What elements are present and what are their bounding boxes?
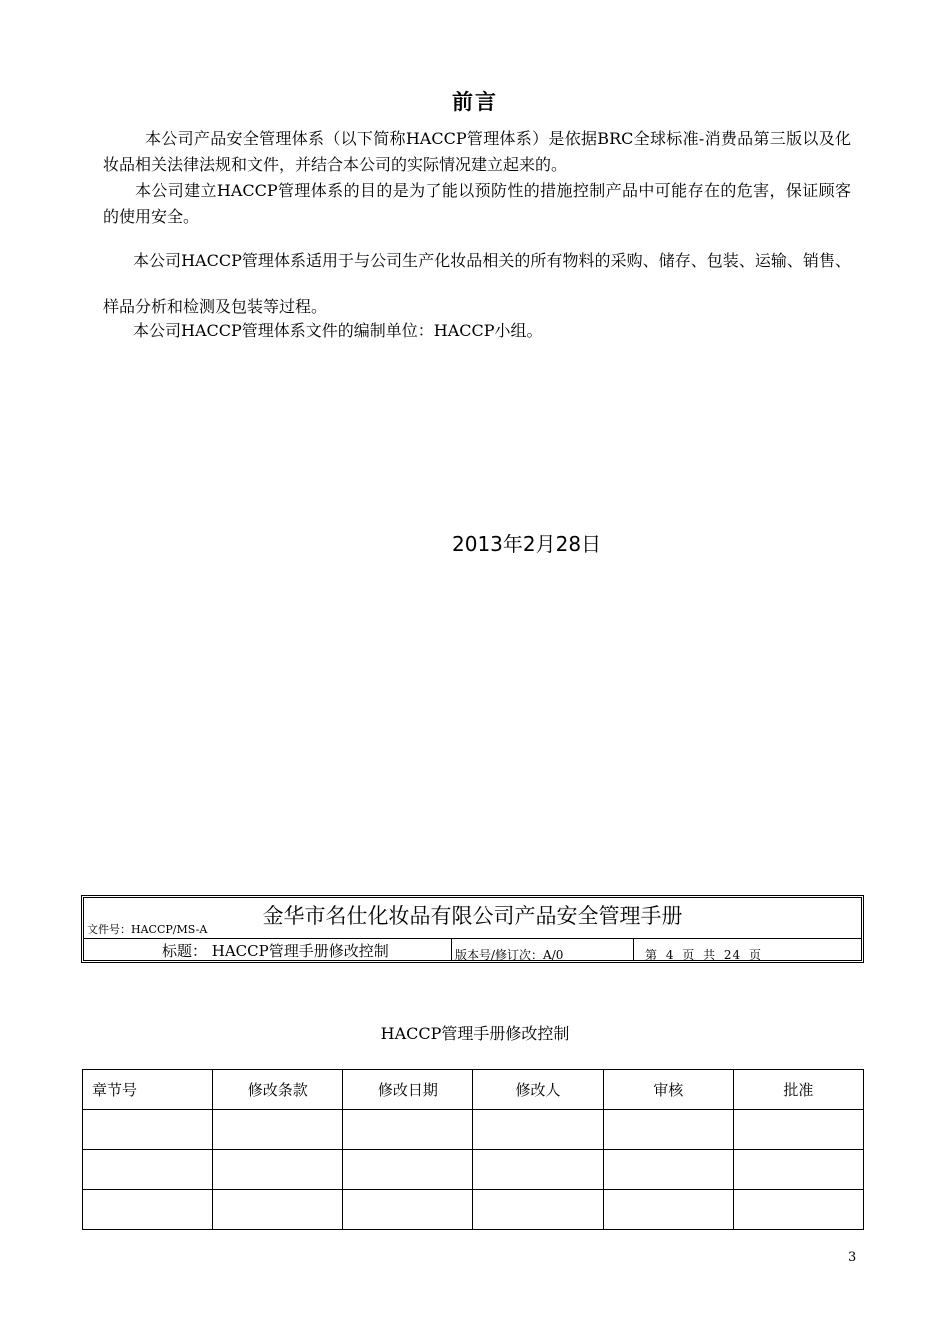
header-subject-cell: [84, 939, 452, 960]
column-header-modifier: 修改人: [473, 1070, 603, 1110]
column-header-chapter: 章节号: [83, 1070, 213, 1110]
table-cell: [473, 1190, 603, 1230]
column-header-review: 审核: [603, 1070, 733, 1110]
table-cell: [213, 1190, 343, 1230]
column-header-date: 修改日期: [343, 1070, 473, 1110]
column-header-clause: 修改条款: [213, 1070, 343, 1110]
table-cell: [343, 1190, 473, 1230]
column-header-approve: 批准: [733, 1070, 863, 1110]
table-cell: [473, 1150, 603, 1190]
preface-paragraph-2: 本公司建立HACCP管理体系的目的是为了能以预防性的措施控制产品中可能存在的危害，保证顾客的使用安全。: [103, 181, 851, 226]
table-header-row: [83, 1070, 864, 1110]
preface-title: 前言: [452, 90, 498, 114]
document-header-box: [81, 895, 864, 963]
table-cell: [343, 1110, 473, 1150]
header-subject: 标题： HACCP管理手册修改控制: [162, 942, 389, 960]
header-page-cell: [634, 939, 861, 960]
table-cell: [83, 1190, 213, 1230]
table-cell: [603, 1110, 733, 1150]
table-row: [83, 1190, 864, 1230]
table-cell: [83, 1150, 213, 1190]
table-cell: [603, 1190, 733, 1230]
table-cell: [83, 1110, 213, 1150]
preface-paragraph-4: 本公司HACCP管理体系文件的编制单位：HACCP小组。: [133, 321, 543, 340]
table-cell: [603, 1150, 733, 1190]
header-version: 版本号/修订次：A/0: [455, 948, 564, 962]
table-cell: [213, 1150, 343, 1190]
preface-paragraph-1: 本公司产品安全管理体系（以下简称HACCP管理体系）是依据BRC全球标准-消费品第三版以及化妆品相关法律法规和文件，并结合本公司的实际情况建立起来的。: [103, 129, 851, 174]
preface-paragraph-3: 本公司HACCP管理体系适用于与公司生产化妆品相关的所有物料的采购、储存、包装、运输、销售、样品分析和检测及包装等过程。: [103, 251, 851, 316]
header-row-info: [84, 939, 861, 960]
table-cell: [343, 1150, 473, 1190]
revision-table-title: HACCP管理手册修改控制: [380, 1024, 570, 1043]
table-cell: [213, 1110, 343, 1150]
document-number: 文件号：HACCP/MS-A: [87, 923, 208, 936]
table-row: [83, 1110, 864, 1150]
table-cell: [733, 1150, 863, 1190]
table-row: [83, 1150, 864, 1190]
preface-date: 2013年2月28日: [452, 532, 602, 556]
table-cell: [733, 1110, 863, 1150]
header-version-cell: [452, 939, 634, 960]
table-cell: [733, 1190, 863, 1230]
header-page-info: 第 4 页 共 24 页: [645, 948, 762, 962]
revision-control-table: [82, 1069, 864, 1230]
header-row-company: [84, 898, 861, 939]
company-manual-title: 金华市名仕化妆品有限公司产品安全管理手册: [262, 904, 683, 928]
page-number: 3: [848, 1250, 857, 1265]
table-cell: [473, 1110, 603, 1150]
